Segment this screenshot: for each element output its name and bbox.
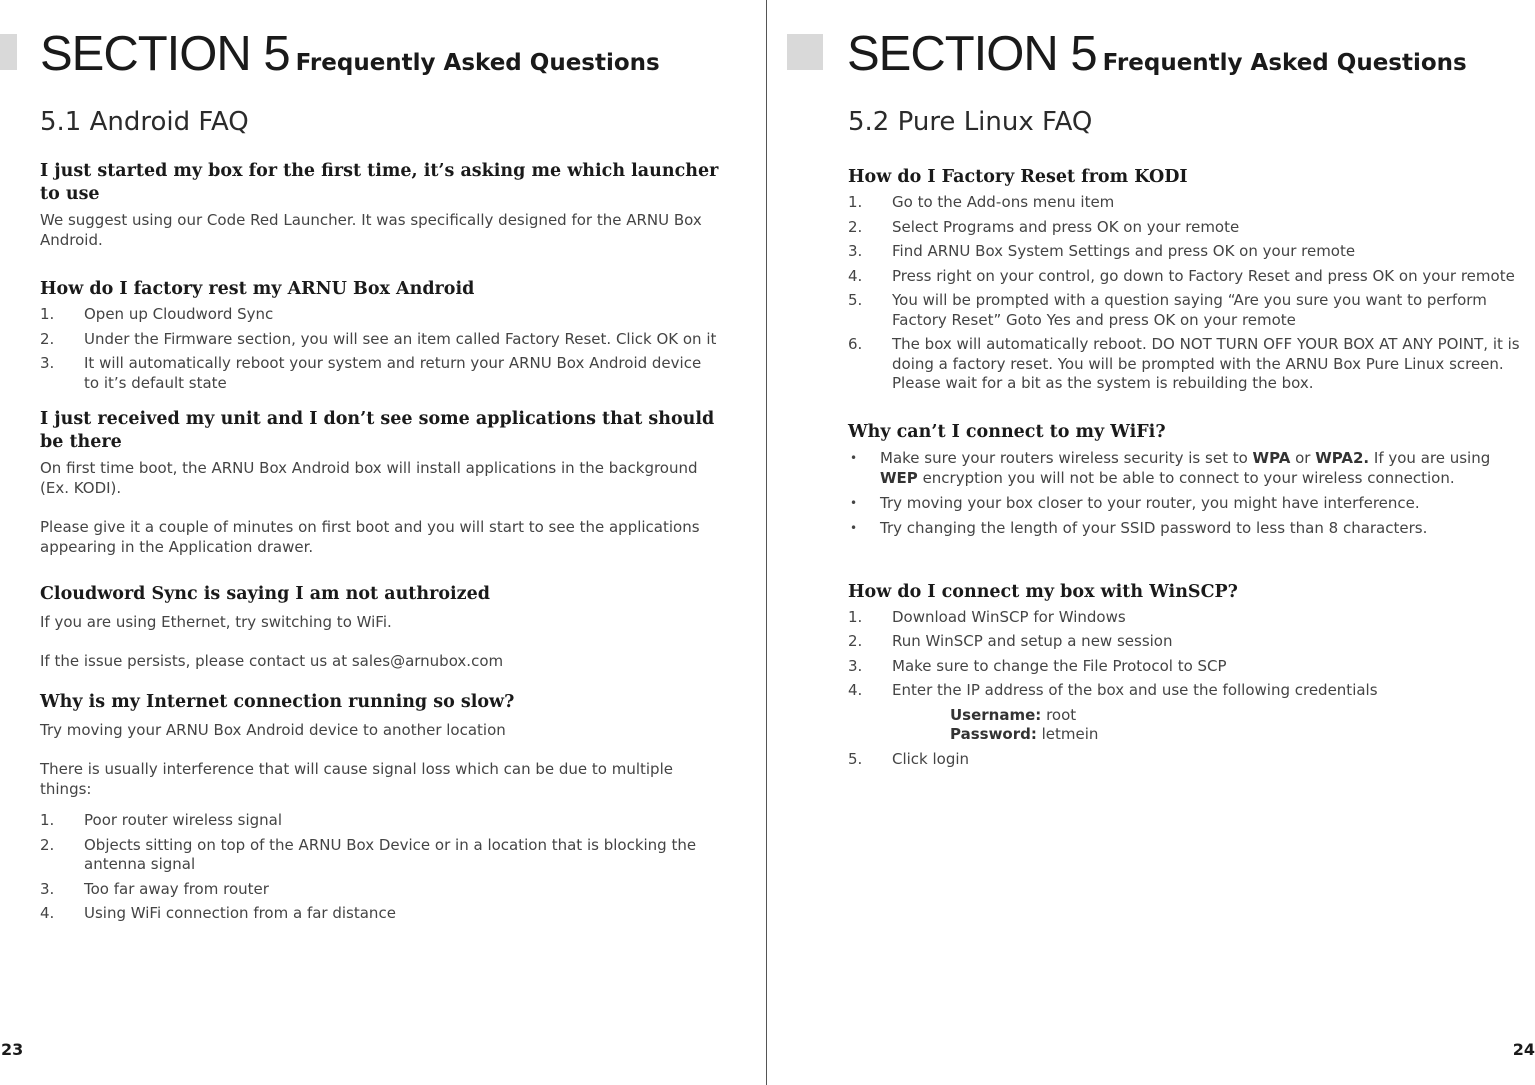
faq-question: How do I Factory Reset from KODI: [848, 167, 1188, 187]
faq-answer: Try moving your ARNU Box Android device to another location: [40, 721, 506, 739]
list-number: 2.: [848, 632, 863, 650]
section-number: SECTION 5: [847, 27, 1097, 81]
list-item: [848, 218, 1526, 238]
list-text: Find ARNU Box System Settings and press OK on your remote: [892, 242, 1356, 260]
list-text: Download WinSCP for Windows: [892, 607, 1126, 626]
list-item: [848, 632, 1526, 652]
left-page: [0, 0, 766, 1085]
right-page: [767, 0, 1535, 1085]
password-label: Password:: [950, 725, 1037, 743]
bullet-list: [848, 448, 1526, 538]
list-text: Press right on your control, go down to Factory Reset and press OK on your remote: [892, 266, 1515, 285]
section-tab-marker: [0, 34, 17, 70]
list-text: Poor router wireless signal: [84, 811, 283, 829]
numbered-list: [40, 811, 720, 924]
faq-answer: Please give it a couple of minutes on first boot and you will start to see the applications appearing in the Application drawer.: [40, 518, 700, 556]
section-header: [40, 26, 660, 82]
password-value: letmein: [1036, 725, 1099, 743]
list-number: 4.: [848, 681, 863, 699]
faq-answer: If the issue persists, please contact us at sales@arnubox.com: [40, 652, 504, 670]
faq-answer: On first time boot, the ARNU Box Android box will install applications in the background (Ex. KODI).: [40, 459, 698, 497]
list-number: 3.: [40, 879, 55, 898]
list-number: 3.: [848, 242, 863, 260]
list-number: 1.: [848, 193, 863, 211]
list-text: Under the Firmware section, you will see an item called Factory Reset. Click OK on it: [84, 329, 717, 348]
list-text: You will be prompted with a question saying “Are you sure you want to perform Factory Reset” Goto Yes and press OK on your remote: [892, 291, 1487, 329]
list-number: 4.: [40, 904, 55, 922]
list-item: [848, 291, 1526, 330]
list-text: Enter the IP address of the box and use the following credentials: [892, 681, 1378, 699]
list-text: Too far away from router: [84, 879, 269, 898]
list-text: Run WinSCP and setup a new session: [892, 632, 1173, 650]
list-text: Make sure your routers wireless security is set to WPA or WPA2. If you are using WEP encryption you will not be able to connect to your wireless connection.: [880, 448, 1491, 487]
username-value: root: [1041, 705, 1077, 724]
list-item: [848, 657, 1526, 677]
faq-list: [40, 160, 720, 929]
list-item: [40, 836, 720, 875]
faq-question: Why is my Internet connection running so slow?: [40, 692, 515, 712]
numbered-list: [40, 305, 720, 393]
list-item: [40, 354, 720, 393]
list-number: 1.: [40, 811, 55, 829]
list-text: Using WiFi connection from a far distance: [84, 904, 396, 922]
subsection-title: 5.2 Pure Linux FAQ: [848, 107, 1093, 137]
list-item: [40, 330, 720, 350]
list-text: The box will automatically reboot. DO NOT TURN OFF YOUR BOX AT ANY POINT, it is doing a factory reset. You will be prompted with the ARNU Box Pure Linux screen. Please wait for a bit as the system is rebuilding the box.: [892, 335, 1520, 392]
faq-question: I just started my box for the first time, it’s asking me which launcher to use: [40, 161, 719, 204]
bullet-icon: •: [850, 450, 858, 465]
list-item: [848, 518, 1526, 538]
list-text: Make sure to change the File Protocol to SCP: [892, 656, 1227, 675]
faq-list: [848, 166, 1526, 774]
list-number: 6.: [848, 335, 863, 353]
list-item: [848, 608, 1526, 628]
list-item: [848, 267, 1526, 287]
list-number: 3.: [40, 354, 55, 372]
list-number: 2.: [40, 329, 55, 348]
faq-question: How do I connect my box with WinSCP?: [848, 581, 1238, 602]
username-label: Username:: [950, 705, 1042, 724]
list-number: 5.: [848, 291, 863, 309]
list-text: Try changing the length of your SSID password to less than 8 characters.: [880, 518, 1428, 537]
section-number: SECTION 5: [40, 27, 290, 81]
page-number: 23: [1, 1040, 24, 1059]
faq-question: I just received my unit and I don’t see some applications that should be there: [40, 409, 715, 452]
list-text: Objects sitting on top of the ARNU Box Device or in a location that is blocking the antenna signal: [84, 835, 697, 873]
list-text: It will automatically reboot your system and return your ARNU Box Android device to it’s default state: [84, 354, 702, 392]
list-item: [40, 880, 720, 900]
faq-answer: We suggest using our Code Red Launcher. It was specifically designed for the ARNU Box Android.: [40, 211, 702, 249]
list-number: 4.: [848, 266, 863, 285]
section-tab-marker: [787, 34, 823, 70]
list-item: [848, 242, 1526, 262]
list-text: Select Programs and press OK on your remote: [892, 217, 1240, 236]
bullet-icon: •: [850, 495, 858, 510]
section-title: Frequently Asked Questions: [295, 50, 660, 76]
credentials-block: [848, 706, 1526, 745]
list-item: [848, 750, 1526, 770]
list-text: Go to the Add-ons menu item: [892, 193, 1115, 211]
username-line: [950, 706, 1526, 726]
password-line: [950, 725, 1526, 745]
list-item: [848, 335, 1526, 394]
numbered-list: [848, 608, 1526, 770]
list-item: [40, 811, 720, 831]
faq-question: Why can’t I connect to my WiFi?: [848, 421, 1166, 442]
list-number: 2.: [848, 217, 863, 236]
list-number: 1.: [848, 607, 863, 626]
faq-question: Cloudword Sync is saying I am not authroized: [40, 584, 490, 604]
section-title: Frequently Asked Questions: [1102, 50, 1467, 76]
list-number: 1.: [40, 305, 55, 323]
list-item: [848, 193, 1526, 213]
list-item: [40, 904, 720, 924]
faq-answer: There is usually interference that will cause signal loss which can be due to multiple things:: [40, 760, 673, 798]
list-text: Click login: [892, 749, 970, 768]
list-number: 3.: [848, 656, 863, 675]
page-number: 24: [1512, 1040, 1535, 1059]
list-item: [848, 493, 1526, 513]
section-header: [847, 26, 1467, 82]
list-item: [848, 448, 1526, 488]
list-number: 5.: [848, 749, 863, 768]
list-item: [40, 305, 720, 325]
list-text: Try moving your box closer to your router, you might have interference.: [880, 493, 1420, 512]
list-item: [848, 681, 1526, 701]
numbered-list: [848, 193, 1526, 394]
list-number: 2.: [40, 835, 55, 854]
subsection-title: 5.1 Android FAQ: [40, 107, 249, 137]
faq-question: How do I factory rest my ARNU Box Android: [40, 279, 475, 299]
faq-answer: If you are using Ethernet, try switching to WiFi.: [40, 613, 392, 631]
bullet-icon: •: [850, 520, 858, 535]
list-text: Open up Cloudword Sync: [84, 305, 274, 323]
